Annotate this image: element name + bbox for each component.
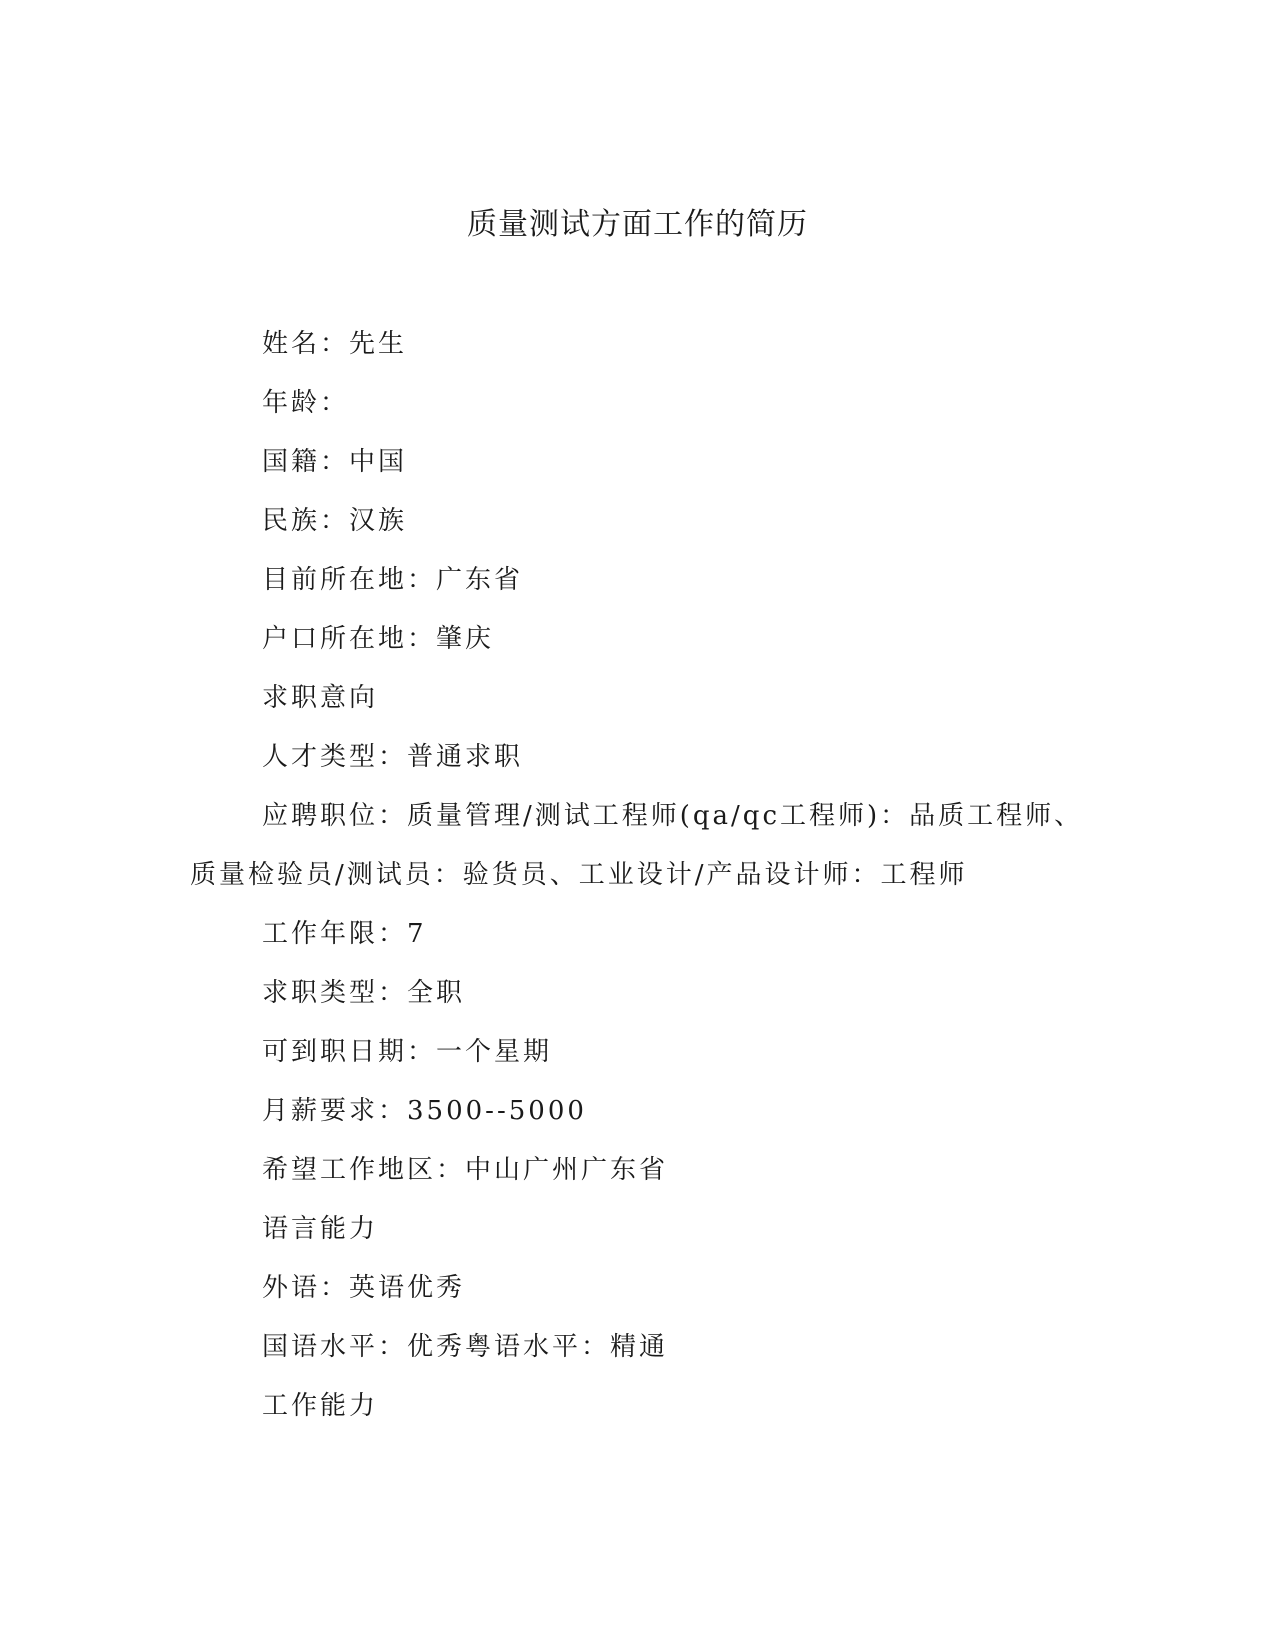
line-ethnicity: 民族：汉族 [262,506,408,536]
line-job-type: 求职类型：全职 [262,978,466,1008]
line-mandarin-cantonese: 国语水平：优秀粤语水平：精通 [262,1332,669,1362]
line-name: 姓名：先生 [262,329,408,359]
line-desired-region: 希望工作地区：中山广州广东省 [262,1155,669,1185]
section-heading-language: 语言能力 [262,1214,379,1244]
line-work-years: 工作年限：7 [262,919,427,949]
line-hukou-location: 户口所在地：肇庆 [262,624,495,654]
line-nationality: 国籍：中国 [262,447,408,477]
line-talent-type: 人才类型：普通求职 [262,742,524,772]
document-title: 质量测试方面工作的简历 [467,207,808,242]
document-body [190,315,1084,1436]
line-available-date: 可到职日期：一个星期 [262,1037,553,1067]
section-heading-job-intent: 求职意向 [262,683,379,713]
line-salary-requirement: 月薪要求：3500--5000 [262,1096,587,1126]
line-applied-position-continued: 质量检验员/测试员：验货员、工业设计/产品设计师：工程师 [190,860,968,890]
section-heading-work-ability: 工作能力 [262,1391,379,1421]
line-applied-position: 应聘职位：质量管理/测试工程师(qa/qc工程师)：品质工程师、 [262,801,1084,831]
line-foreign-language: 外语：英语优秀 [262,1273,466,1303]
line-current-location: 目前所在地：广东省 [262,565,524,595]
line-age: 年龄： [262,388,350,418]
